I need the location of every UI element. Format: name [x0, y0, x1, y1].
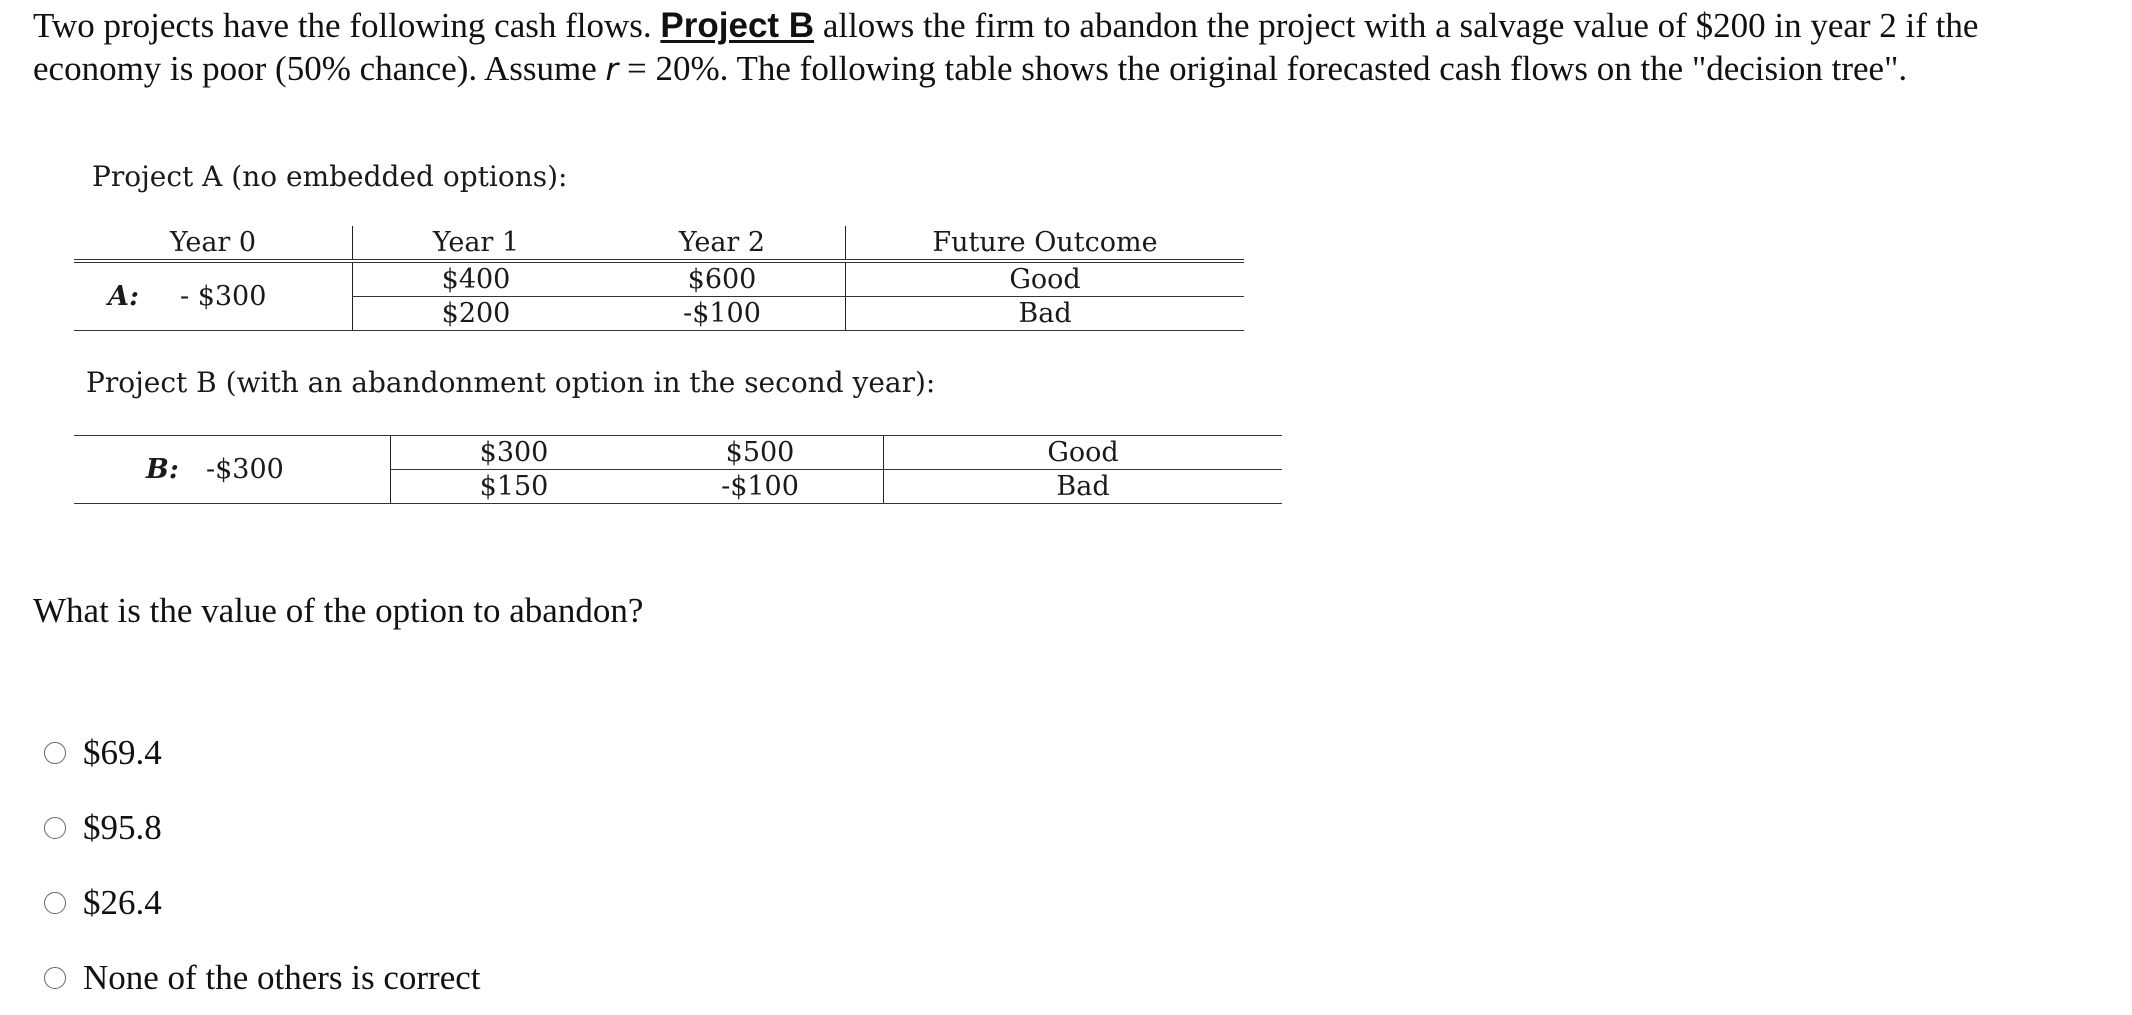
- question-part-2: allows the firm to abandon the project with a salvage value of $200 in year 2 if the economy is poor (50% chance). Assume: [33, 6, 1979, 88]
- cell-year1: $150: [391, 470, 638, 504]
- radio-button[interactable]: [44, 892, 66, 914]
- option-label[interactable]: $69.4: [83, 732, 162, 772]
- option-label[interactable]: None of the others is correct: [83, 957, 481, 997]
- cell-year1: $400: [353, 261, 600, 297]
- project-b-year0: -$300: [206, 454, 284, 485]
- cell-year2: $600: [599, 261, 846, 297]
- project-a-label: A:: [108, 281, 139, 312]
- question-part-1: Two projects have the following cash flows.: [33, 6, 661, 45]
- radio-button[interactable]: [44, 817, 66, 839]
- cell-year2: -$100: [637, 470, 884, 504]
- cell-year2: $500: [637, 436, 884, 470]
- cell-outcome: Good: [884, 436, 1283, 470]
- cell-year1: $300: [391, 436, 638, 470]
- project-a-year0: - $300: [180, 281, 267, 312]
- year0-cell: [74, 436, 391, 504]
- table-row: [74, 436, 1282, 470]
- answer-option[interactable]: [44, 865, 481, 940]
- cell-year1: $200: [353, 297, 600, 331]
- project-b-label: B:: [146, 454, 179, 485]
- answer-option[interactable]: [44, 940, 481, 1015]
- header-year-2: Year 2: [599, 226, 846, 261]
- table-header-row: [74, 226, 1244, 261]
- radio-button[interactable]: [44, 742, 66, 764]
- answer-options: [44, 715, 481, 1015]
- question-text: [33, 4, 2113, 92]
- header-year-0: Year 0: [74, 226, 353, 261]
- table-row: [74, 261, 1244, 297]
- header-year-1: Year 1: [353, 226, 600, 261]
- question-part-3: = 20%. The following table shows the original forecasted cash flows on the "decision tree".: [618, 49, 1908, 88]
- option-label[interactable]: $95.8: [83, 807, 162, 847]
- cell-year2: -$100: [599, 297, 846, 331]
- project-b-caption: Project B (with an abandonment option in the second year):: [86, 366, 936, 399]
- radio-button[interactable]: [44, 967, 66, 989]
- header-future-outcome: Future Outcome: [846, 226, 1245, 261]
- rate-variable: r: [605, 52, 619, 88]
- project-b-link[interactable]: Project B: [660, 6, 815, 45]
- answer-option[interactable]: [44, 715, 481, 790]
- year0-cell: [74, 261, 353, 331]
- project-a-table: [74, 226, 1244, 331]
- project-a-caption: Project A (no embedded options):: [92, 160, 568, 193]
- cell-outcome: Bad: [884, 470, 1283, 504]
- option-label[interactable]: $26.4: [83, 882, 162, 922]
- cell-outcome: Good: [846, 261, 1245, 297]
- question-prompt: What is the value of the option to abandon?: [33, 591, 644, 630]
- answer-option[interactable]: [44, 790, 481, 865]
- project-b-table: [74, 435, 1282, 504]
- cell-outcome: Bad: [846, 297, 1245, 331]
